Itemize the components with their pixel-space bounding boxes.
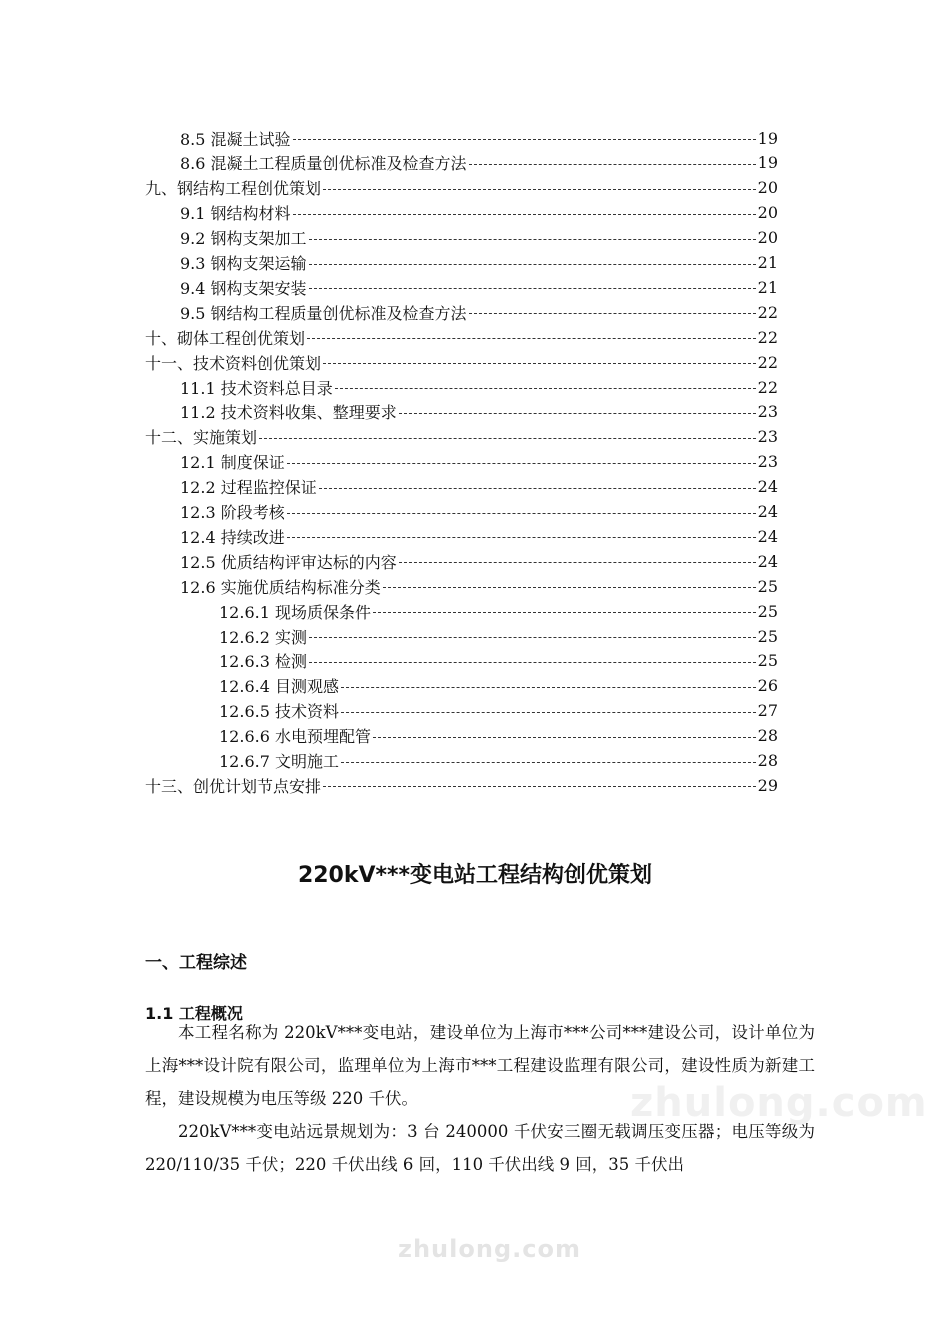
toc-leader-dashes: [287, 536, 756, 538]
toc-leader-dashes: [323, 188, 756, 190]
toc-entry[interactable]: [145, 177, 778, 199]
toc-entry-label: 12.5 优质结构评审达标的内容: [180, 552, 397, 572]
toc-entry[interactable]: [219, 600, 778, 622]
toc-leader-dashes: [309, 238, 756, 240]
toc-leader-dashes: [287, 512, 756, 514]
toc-leader-dashes: [293, 213, 756, 215]
toc-entry-page: 20: [757, 203, 778, 223]
paragraph: 220kV***变电站远景规划为：3 台 240000 千伏安三圈无载调压变压器；电压等级为 220/110/35 千伏；220 千伏出线 6 回，110 千伏出线 9 回，35 千伏出: [145, 1122, 815, 1174]
toc-leader-dashes: [335, 387, 756, 389]
toc-leader-dashes: [309, 287, 756, 289]
toc-entry[interactable]: [180, 476, 778, 498]
document-title: 220kV***变电站工程结构创优策划: [297, 863, 653, 888]
toc-entry-label: 9.2 钢构支架加工: [180, 229, 307, 249]
toc-entry-label: 11.2 技术资料收集、整理要求: [180, 403, 397, 423]
toc-entry[interactable]: [219, 700, 778, 722]
toc-entry-page: 27: [757, 701, 778, 721]
toc-entry-label: 8.5 混凝土试验: [180, 129, 291, 149]
toc-entry-page: 23: [757, 402, 778, 422]
toc-entry-page: 28: [757, 751, 778, 770]
toc-entry[interactable]: [145, 351, 778, 373]
toc-leader-dashes: [373, 736, 756, 738]
toc-entry[interactable]: [180, 202, 778, 224]
toc-entry-label: 12.6 实施优质结构标准分类: [180, 577, 381, 597]
toc-entry[interactable]: [180, 227, 778, 249]
toc-entry-label: 11.1 技术资料总目录: [180, 378, 333, 398]
toc-entry[interactable]: [219, 725, 778, 747]
toc-leader-dashes: [469, 163, 756, 165]
toc-entry-label: 9.3 钢构支架运输: [180, 254, 307, 273]
toc-entry-page: 20: [757, 178, 778, 198]
toc-entry[interactable]: [180, 501, 778, 523]
toc-entry[interactable]: [180, 252, 778, 274]
toc-entry-label: 十三、创优计划节点安排: [145, 776, 322, 796]
toc-entry-label: 9.5 钢结构工程质量创优标准及检查方法: [180, 303, 467, 323]
toc-leader-dashes: [469, 312, 756, 314]
paragraph: 本工程名称为 220kV***变电站，建设单位为上海市***公司***建设公司，设计单位为上海***设计院有限公司，监理单位为上海市***工程建设监理有限公司，建设性质为新建工程，建设规模为电压等级 220 千伏。: [145, 1023, 815, 1108]
toc-leader-dashes: [309, 661, 756, 663]
toc-leader-dashes: [373, 611, 756, 613]
toc-entry-label: 12.6.7 文明施工: [219, 752, 339, 771]
toc-leader-dashes: [383, 586, 756, 588]
toc-entry-page: 29: [757, 775, 778, 795]
toc-leader-dashes: [323, 362, 756, 364]
toc-entry-page: 24: [757, 526, 778, 546]
subsection-heading: 1.1 工程概况: [145, 1004, 243, 1023]
toc-entry-label: 12.6.6 水电预埋配管: [219, 727, 371, 747]
toc-entry-page: 25: [757, 651, 778, 671]
toc-entry-label: 12.6.1 现场质保条件: [219, 602, 371, 622]
toc-leader-dashes: [341, 761, 756, 763]
toc-entry-page: 28: [757, 726, 778, 746]
toc-entry[interactable]: [180, 525, 778, 547]
toc-entry-page: 19: [757, 128, 778, 148]
toc-entry-label: 12.4 持续改进: [180, 527, 285, 547]
toc-entry-page: 19: [757, 153, 778, 173]
watermark-bottom: zhulong.com: [398, 1235, 581, 1263]
toc-entry-label: 九、钢结构工程创优策划: [145, 179, 322, 199]
toc-entry[interactable]: [180, 301, 778, 323]
toc-leader-dashes: [307, 337, 756, 339]
toc-entry-page: 21: [757, 253, 778, 272]
toc-entry-page: 22: [757, 327, 778, 347]
toc-entry[interactable]: [180, 401, 778, 423]
toc-entry[interactable]: [180, 276, 778, 298]
toc-entry-label: 8.6 混凝土工程质量创优标准及检查方法: [180, 154, 467, 174]
toc-entry-page: 25: [757, 601, 778, 621]
toc-entry-page: 25: [757, 576, 778, 596]
toc-entry[interactable]: [145, 326, 778, 348]
toc-entry-label: 十一、技术资料创优策划: [145, 353, 322, 373]
toc-entry-page: 24: [757, 477, 778, 497]
toc-entry[interactable]: [180, 152, 778, 174]
toc-entry[interactable]: [219, 650, 778, 672]
toc-entry-page: 22: [757, 377, 778, 397]
toc-entry-page: 24: [757, 502, 778, 521]
watermark-mid: zhulong.com: [630, 1080, 928, 1126]
toc-entry-label: 9.4 钢构支架安装: [180, 278, 307, 298]
toc-entry-label: 12.6.5 技术资料: [219, 702, 339, 722]
toc-entry[interactable]: [145, 426, 778, 448]
toc-entry-label: 9.1 钢结构材料: [180, 204, 291, 224]
toc-entry-label: 12.3 阶段考核: [180, 503, 285, 522]
toc-entry-label: 十二、实施策划: [145, 428, 258, 448]
toc-entry[interactable]: [219, 675, 778, 697]
toc-entry[interactable]: [180, 575, 778, 597]
toc-entry-label: 12.1 制度保证: [180, 453, 285, 473]
toc-entry[interactable]: [180, 451, 778, 473]
toc-leader-dashes: [309, 636, 756, 638]
toc-leader-dashes: [399, 412, 756, 414]
section-heading: 一、工程综述: [145, 953, 247, 973]
toc-entry-page: 21: [757, 277, 778, 297]
toc-entry[interactable]: [180, 550, 778, 572]
toc-entry-label: 12.6.2 实测: [219, 627, 307, 647]
toc-entry-label: 12.6.4 目测观感: [219, 677, 339, 697]
toc-entry[interactable]: [180, 127, 778, 149]
toc-entry[interactable]: [219, 625, 778, 647]
toc-entry-label: 十、砌体工程创优策划: [145, 328, 306, 348]
toc-entry-label: 12.6.3 检测: [219, 652, 307, 672]
toc-leader-dashes: [309, 263, 756, 265]
toc-entry-page: 23: [757, 452, 778, 472]
toc-entry[interactable]: [180, 376, 778, 398]
toc-entry[interactable]: [145, 774, 778, 796]
toc-leader-dashes: [341, 686, 756, 688]
toc-leader-dashes: [293, 138, 756, 140]
toc-leader-dashes: [341, 711, 756, 713]
toc-entry-label: 12.2 过程监控保证: [180, 478, 317, 498]
toc-entry-page: 20: [757, 228, 778, 248]
toc-leader-dashes: [323, 785, 756, 787]
toc-leader-dashes: [259, 437, 756, 439]
toc-entry-page: 23: [757, 427, 778, 447]
toc-entry-page: 25: [757, 626, 778, 646]
toc-entry-page: 26: [757, 676, 778, 696]
toc-entry[interactable]: [219, 750, 778, 772]
toc-entry-page: 22: [757, 302, 778, 322]
toc-leader-dashes: [287, 462, 756, 464]
toc-entry-page: 24: [757, 551, 778, 571]
toc-leader-dashes: [399, 561, 756, 563]
toc-leader-dashes: [319, 487, 756, 489]
toc-entry-page: 22: [757, 352, 778, 372]
